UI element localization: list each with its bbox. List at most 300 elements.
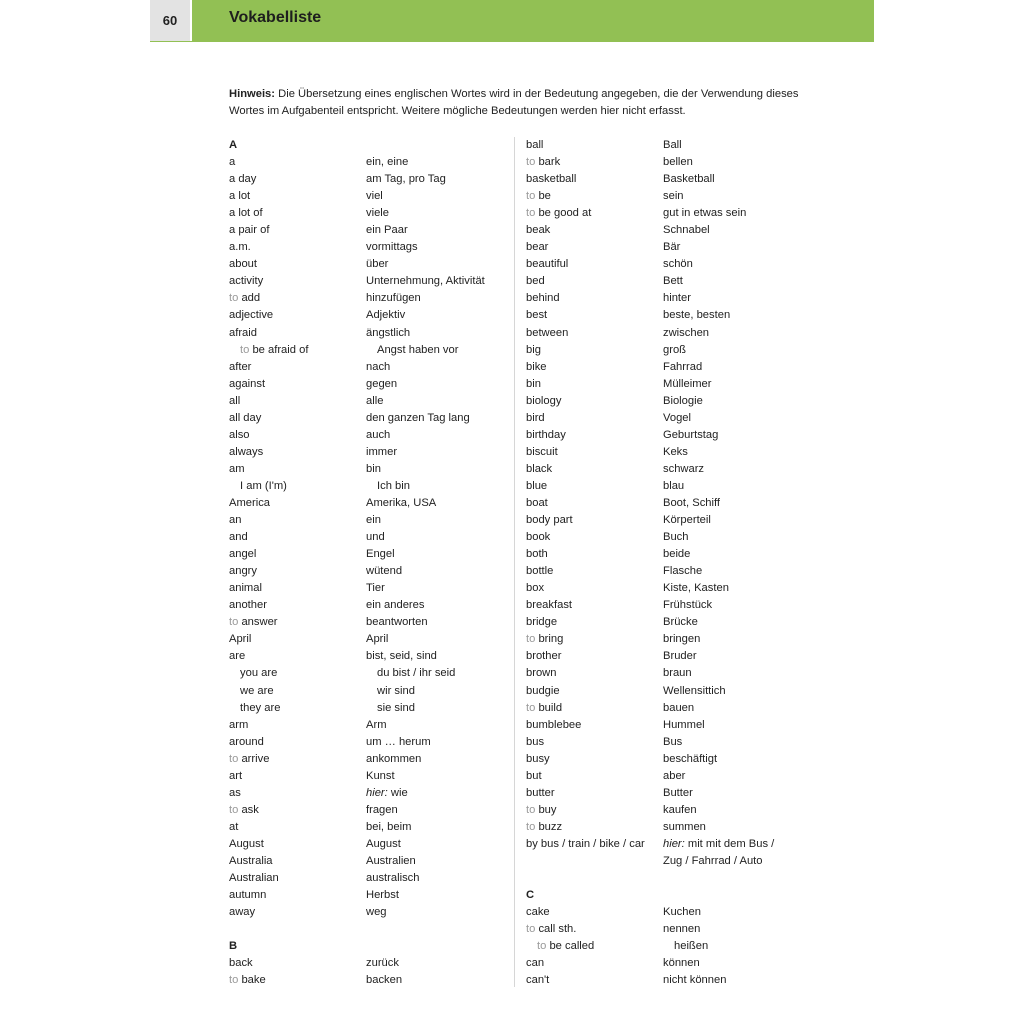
vocab-column-left [229, 137, 514, 989]
german-translation [663, 563, 702, 580]
german-translation [663, 461, 704, 478]
german-word: Fahrrad [663, 360, 703, 373]
german-translation [663, 137, 682, 154]
vocab-entry [526, 563, 826, 580]
german-translation [366, 495, 436, 512]
german-translation [663, 205, 746, 222]
vocab-entry [526, 393, 826, 410]
english-term [526, 648, 561, 665]
english-term [526, 717, 581, 734]
english-word: as [229, 786, 241, 799]
vocab-entry [526, 717, 826, 734]
german-word: ängstlich [366, 326, 411, 339]
english-term [229, 512, 241, 529]
english-word: art [229, 769, 243, 782]
vocab-entry [526, 938, 826, 955]
vocab-entry [526, 580, 826, 597]
english-word: are [229, 650, 246, 663]
vocab-entry [229, 904, 514, 921]
english-word: between [526, 326, 569, 339]
german-translation [663, 938, 708, 955]
english-word: by bus / train / bike / car [526, 837, 645, 850]
english-term [526, 529, 550, 546]
vocab-entry [229, 461, 514, 478]
english-word: but [526, 769, 542, 782]
german-word: beantworten [366, 616, 428, 629]
english-term [526, 921, 576, 938]
note-paragraph [229, 86, 819, 120]
vocab-entry [229, 631, 514, 648]
vocab-entry [229, 359, 514, 376]
vocab-entry [229, 222, 514, 239]
infinitive-marker: to [526, 190, 539, 203]
german-word: zurück [366, 957, 399, 970]
vocab-entry [526, 819, 826, 836]
german-word: Biologie [663, 394, 703, 407]
german-translation [663, 785, 693, 802]
english-term [229, 427, 250, 444]
note-label: Hinweis: [229, 88, 276, 100]
vocab-entry [526, 853, 826, 870]
german-word: alle [366, 394, 384, 407]
german-word: Geburtstag [663, 428, 719, 441]
german-translation [366, 376, 397, 393]
german-translation [366, 972, 402, 989]
english-word: a lot [229, 190, 251, 203]
vocab-entry [526, 512, 826, 529]
english-word: be [538, 190, 551, 203]
infinitive-marker: to [526, 923, 539, 936]
german-word: den ganzen Tag lang [366, 411, 470, 424]
spacer [526, 870, 826, 887]
vocab-entry [229, 802, 514, 819]
vocab-entry [229, 785, 514, 802]
english-term [526, 393, 561, 410]
english-word: A [229, 139, 238, 151]
english-term [526, 376, 541, 393]
english-term [229, 222, 269, 239]
german-word: über [366, 258, 389, 271]
german-word: du bist / ihr seid [377, 667, 456, 680]
vocab-entry [229, 205, 514, 222]
vocab-entry [526, 410, 826, 427]
german-translation [366, 665, 455, 682]
vocab-entry [526, 700, 826, 717]
english-word: ask [241, 803, 259, 816]
german-word: viel [366, 190, 383, 203]
vocab-entry [229, 393, 514, 410]
german-word: ein anderes [366, 599, 425, 612]
german-translation [663, 290, 691, 307]
english-word: book [526, 531, 551, 544]
vocab-entry [229, 955, 514, 972]
header-band [192, 0, 874, 41]
german-translation [366, 546, 395, 563]
german-translation [366, 734, 431, 751]
vocab-entry [229, 665, 514, 682]
english-word: a.m. [229, 241, 251, 254]
english-term [229, 870, 279, 887]
vocab-entry [229, 342, 514, 359]
german-word: aber [663, 769, 686, 782]
german-word: Boot, Schiff [663, 496, 721, 509]
german-translation [663, 751, 717, 768]
german-word: fragen [366, 803, 398, 816]
german-translation [366, 955, 399, 972]
english-word: arm [229, 718, 249, 731]
english-word: butter [526, 786, 555, 799]
english-term [229, 700, 280, 717]
vocab-entry [526, 154, 826, 171]
english-term [526, 256, 568, 273]
german-translation [366, 393, 383, 410]
english-term [526, 495, 548, 512]
german-word: ein Paar [366, 224, 408, 237]
english-term [229, 546, 256, 563]
vocab-entry [229, 700, 514, 717]
english-word: angel [229, 548, 257, 561]
vocab-entry [526, 921, 826, 938]
german-translation [663, 222, 710, 239]
english-word: bring [538, 633, 564, 646]
english-term [229, 853, 273, 870]
german-translation [663, 478, 684, 495]
english-word: all [229, 394, 241, 407]
german-translation [663, 239, 680, 256]
english-term [229, 563, 257, 580]
infinitive-marker: to [526, 803, 539, 816]
vocab-entry [526, 683, 826, 700]
german-word: Körperteil [663, 514, 711, 527]
german-translation [663, 393, 703, 410]
german-translation [366, 631, 388, 648]
english-word: B [229, 940, 238, 953]
german-word: Amerika, USA [366, 496, 437, 509]
english-word: bird [526, 411, 545, 424]
german-word: beste, besten [663, 309, 731, 322]
english-word: all day [229, 411, 262, 424]
vocab-entry [229, 376, 514, 393]
german-translation [663, 273, 683, 290]
german-translation [663, 683, 726, 700]
english-term [526, 188, 551, 205]
vocab-entry [229, 580, 514, 597]
german-word: Frühstück [663, 599, 713, 612]
german-translation [366, 836, 401, 853]
english-term [229, 307, 273, 324]
english-word: am [229, 462, 245, 475]
vocab-entry [229, 188, 514, 205]
german-translation [663, 802, 697, 819]
vocab-entry [526, 546, 826, 563]
german-word: Australien [366, 854, 416, 867]
german-word: Engel [366, 548, 395, 561]
german-translation [663, 717, 705, 734]
german-translation [366, 648, 437, 665]
german-translation [366, 461, 381, 478]
english-word: bus [526, 735, 545, 748]
english-word: bike [526, 360, 547, 373]
english-word: answer [241, 616, 278, 629]
english-word: a lot of [229, 207, 263, 220]
english-term [526, 972, 549, 989]
german-word: Butter [663, 786, 693, 799]
infinitive-marker: to [526, 820, 539, 833]
german-translation [366, 325, 410, 342]
german-word: Brücke [663, 616, 698, 629]
infinitive-marker: to [526, 207, 539, 220]
english-term [526, 580, 544, 597]
german-word: Kuchen [663, 906, 701, 919]
german-word: Bär [663, 241, 681, 254]
german-word: gegen [366, 377, 398, 390]
english-term [526, 273, 545, 290]
german-word: Bus [663, 735, 683, 748]
german-translation [663, 546, 690, 563]
english-term [526, 955, 544, 972]
german-word: viele [366, 207, 390, 220]
vocab-entry [526, 955, 826, 972]
english-word: cake [526, 906, 550, 919]
german-word: April [366, 633, 389, 646]
english-term [229, 393, 240, 410]
german-word: Angst haben vor [377, 343, 459, 356]
english-term [229, 256, 257, 273]
german-translation [366, 597, 424, 614]
german-translation [366, 444, 397, 461]
english-word: black [526, 462, 553, 475]
vocab-entry [526, 495, 826, 512]
english-term [229, 529, 248, 546]
section-letter [526, 887, 826, 904]
english-word: at [229, 820, 239, 833]
english-word: arrive [241, 752, 270, 765]
english-term [526, 359, 547, 376]
vocab-entry [526, 325, 826, 342]
english-term [229, 597, 267, 614]
english-term [229, 171, 256, 188]
german-translation [366, 802, 398, 819]
english-word: big [526, 343, 541, 356]
vocab-entry [526, 478, 826, 495]
german-translation [663, 342, 686, 359]
english-word: bottle [526, 565, 554, 578]
hier-marker: hier: [663, 837, 688, 850]
english-word: C [526, 889, 535, 902]
german-translation [663, 853, 763, 870]
english-word: biology [526, 394, 562, 407]
german-translation [663, 631, 700, 648]
english-word: body part [526, 514, 573, 527]
english-term [526, 205, 591, 222]
english-term [526, 307, 547, 324]
english-word: angry [229, 565, 257, 578]
vocab-entry [229, 290, 514, 307]
english-term [229, 751, 269, 768]
header-divider [150, 41, 874, 42]
english-term [526, 785, 555, 802]
english-term [229, 188, 250, 205]
vocab-entry [229, 239, 514, 256]
german-translation [663, 768, 685, 785]
english-term [229, 239, 251, 256]
german-translation [366, 819, 411, 836]
english-term [526, 734, 544, 751]
english-term [229, 683, 274, 700]
english-term [526, 222, 550, 239]
english-word: busy [526, 752, 550, 765]
english-word: activity [229, 275, 264, 288]
vocab-entry [229, 307, 514, 324]
german-word: Mülleimer [663, 377, 712, 390]
infinitive-marker: to [229, 974, 242, 987]
english-term [526, 410, 545, 427]
english-word: bark [538, 156, 561, 169]
german-word: schön [663, 258, 693, 271]
english-word: buzz [538, 820, 563, 833]
english-term [526, 597, 572, 614]
vocab-entry [526, 307, 826, 324]
english-word: add [241, 292, 261, 305]
vocab-entry [229, 853, 514, 870]
german-word: mit mit dem Bus / [687, 837, 775, 850]
english-term [229, 495, 270, 512]
english-word: always [229, 445, 264, 458]
english-word: be called [549, 940, 595, 953]
german-translation [366, 256, 388, 273]
english-term [229, 580, 262, 597]
section-letter-label [229, 938, 237, 955]
english-word: brother [526, 650, 562, 663]
german-word: Flasche [663, 565, 703, 578]
vocab-entry [526, 342, 826, 359]
german-translation [366, 359, 390, 376]
german-word: nicht können [663, 974, 727, 987]
vocab-entry [526, 359, 826, 376]
english-term [229, 342, 308, 359]
german-word: australisch [366, 872, 420, 885]
english-term [526, 700, 562, 717]
english-term [229, 972, 266, 989]
german-word: Kiste, Kasten [663, 582, 729, 595]
english-word: August [229, 837, 264, 850]
german-word: braun [663, 667, 692, 680]
german-word: Hummel [663, 718, 705, 731]
infinitive-marker: to [240, 343, 253, 356]
english-term [229, 665, 277, 682]
german-translation [366, 580, 385, 597]
section-letter-label [526, 887, 534, 904]
german-word: Unternehmung, Aktivität [366, 275, 485, 288]
german-word: bringen [663, 633, 701, 646]
vocab-entry [526, 785, 826, 802]
infinitive-marker: to [229, 616, 242, 629]
vocab-entry [526, 768, 826, 785]
german-translation [366, 785, 408, 802]
german-translation [366, 273, 485, 290]
english-word: buy [538, 803, 557, 816]
hier-marker: hier: [366, 786, 391, 799]
german-word: Bett [663, 275, 683, 288]
note-text: Die Übersetzung eines englischen Wortes wird in der Bedeutung angegeben, die der Verwendung dieses Wortes im Aufgabenteil entspricht. Weitere mögliche Bedeutungen werden hier nicht erfasst. [229, 88, 799, 117]
english-term [526, 137, 543, 154]
english-word: beak [526, 224, 551, 237]
german-word: Kunst [366, 769, 395, 782]
english-term [526, 154, 560, 171]
english-word: breakfast [526, 599, 573, 612]
vocab-entry [229, 683, 514, 700]
vocab-entry [229, 325, 514, 342]
german-word: Herbst [366, 889, 399, 902]
vocab-entry [526, 273, 826, 290]
english-word: ball [526, 139, 544, 151]
vocab-entry [526, 239, 826, 256]
english-word: bin [526, 377, 541, 390]
vocab-entry [526, 972, 826, 989]
german-translation [366, 512, 381, 529]
english-word: away [229, 906, 256, 919]
vocab-entry [526, 222, 826, 239]
german-word: bei, beim [366, 820, 412, 833]
german-translation [663, 188, 684, 205]
german-word: um … herum [366, 735, 431, 748]
english-word: brown [526, 667, 557, 680]
german-translation [366, 853, 416, 870]
english-term [229, 768, 242, 785]
german-translation [663, 648, 697, 665]
english-term [526, 325, 568, 342]
english-word: bridge [526, 616, 558, 629]
infinitive-marker: to [526, 701, 539, 714]
german-word: Ich bin [377, 479, 410, 492]
english-term [229, 836, 264, 853]
english-term [229, 648, 245, 665]
vocab-entry [526, 836, 826, 853]
english-word: basketball [526, 173, 577, 186]
german-translation [366, 205, 389, 222]
english-term [229, 802, 259, 819]
vocab-entry [229, 887, 514, 904]
german-word: ein [366, 514, 381, 527]
german-word: groß [663, 343, 687, 356]
german-translation [663, 256, 693, 273]
english-word: Australian [229, 872, 279, 885]
section-letter [229, 938, 514, 955]
german-word: Zug / Fahrrad / Auto [663, 854, 763, 867]
english-word: budgie [526, 684, 560, 697]
english-term [229, 887, 266, 904]
english-word: blue [526, 479, 548, 492]
vocab-entry [526, 665, 826, 682]
german-word: gut in etwas sein [663, 207, 747, 220]
vocab-entry [526, 461, 826, 478]
vocab-entry [526, 427, 826, 444]
german-translation [663, 171, 715, 188]
german-word: sein [663, 190, 684, 203]
vocab-entry [229, 717, 514, 734]
german-translation [366, 768, 395, 785]
english-word: build [538, 701, 563, 714]
english-term [526, 683, 560, 700]
english-term [229, 904, 255, 921]
english-term [526, 819, 562, 836]
german-word: Arm [366, 718, 387, 731]
infinitive-marker: to [526, 633, 539, 646]
german-translation [663, 921, 700, 938]
german-word: wie [390, 786, 408, 799]
vocab-entry [229, 273, 514, 290]
english-term [229, 410, 261, 427]
